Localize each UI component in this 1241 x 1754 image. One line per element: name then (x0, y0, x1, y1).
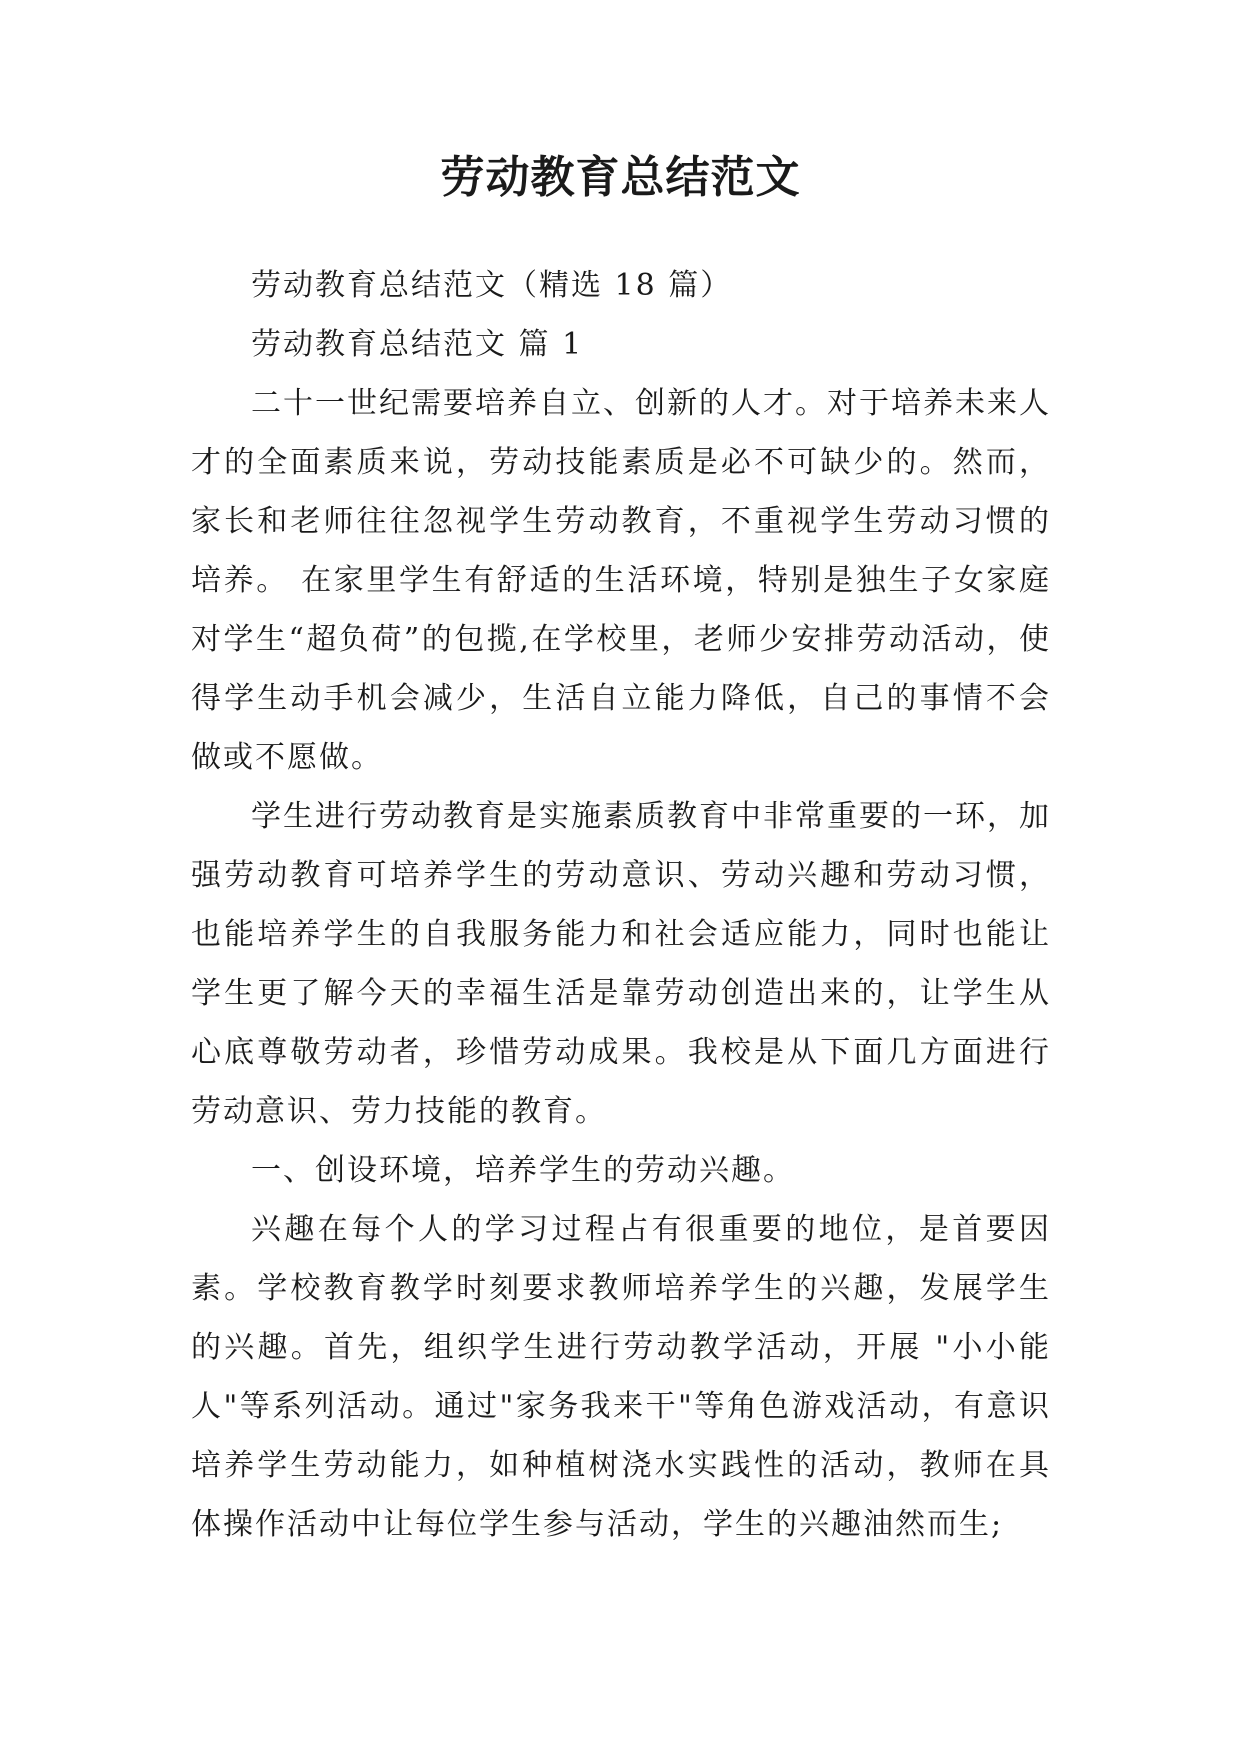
document-title: 劳动教育总结范文 (440, 152, 801, 203)
document-body (191, 256, 1051, 1554)
collection-subtitle: 劳动教育总结范文（精选 18 篇） (251, 268, 733, 303)
body-paragraph: 兴趣在每个人的学习过程占有很重要的地位，是首要因素。学校教育教学时刻要求教师培养学生的兴趣，发展学生的兴趣。首先，组织学生进行劳动教学活动，开展 "小小能人"等系列活动。通过"家务我来干"等角色游戏活动，有意识培养学生劳动能力，如种植树浇水实践性的活动，教师在具体操作活动中让每位学生参与活动，学生的兴趣油然而生; (191, 1212, 1051, 1542)
body-paragraph: 二十一世纪需要培养自立、创新的人才。对于培养未来人才的全面素质来说，劳动技能素质是必不可缺少的。然而，家长和老师往往忽视学生劳动教育，不重视学生劳动习惯的培养。 在家里学生有舒适的生活环境，特别是独生子女家庭对学生“超负荷”的包揽,在学校里，老师少安排劳动活动，使得学生动手机会减少，生活自立能力降低，自己的事情不会做或不愿做。 (191, 386, 1051, 775)
body-paragraph: 学生进行劳动教育是实施素质教育中非常重要的一环，加强劳动教育可培养学生的劳动意识、劳动兴趣和劳动习惯，也能培养学生的自我服务能力和社会适应能力，同时也能让学生更了解今天的幸福生活是靠劳动创造出来的，让学生从心底尊敬劳动者，珍惜劳动成果。我校是从下面几方面进行劳动意识、劳力技能的教育。 (191, 799, 1051, 1129)
subsection-heading: 一、创设环境，培养学生的劳动兴趣。 (251, 1153, 795, 1188)
section-heading: 劳动教育总结范文 篇 1 (251, 327, 584, 362)
